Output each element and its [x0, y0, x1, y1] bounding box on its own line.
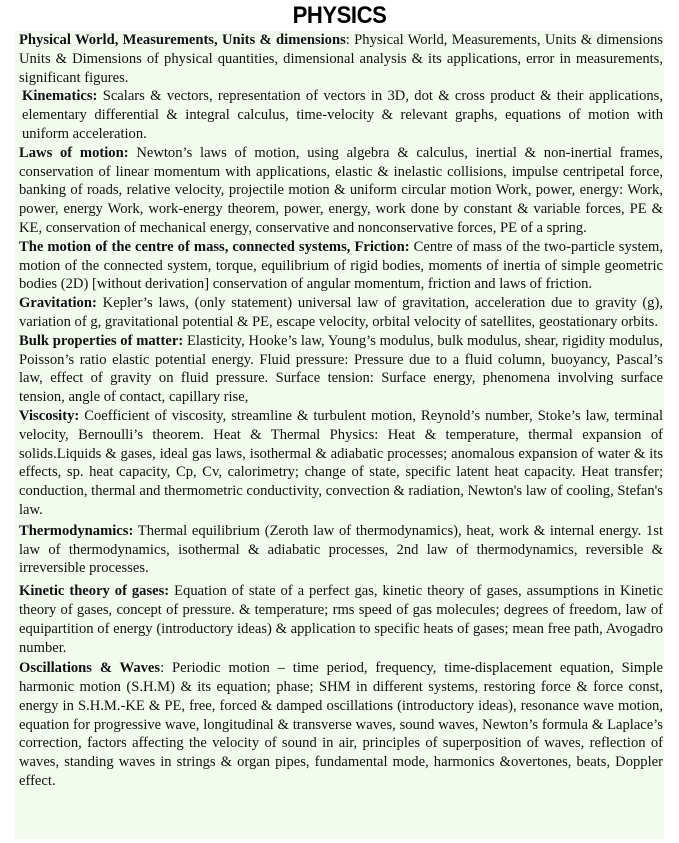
section-heading: Kinetic theory of gases: — [19, 583, 170, 600]
section-text: : Periodic motion – time period, frequency, time-displacement equation, Simple harmonic motion (S.H.M) & its equation; phase; SHM in different systems, restoring force & force const, energy in S.H.M.-KE & PE, free, forced & damped oscillations (introductory ideas), resonance wave motion, equation for progressive wave, longitudinal & transverse waves, sound waves, Newton’s formula & Laplace’s correction, factors affecting the velocity of sound in air, principles of superposition of waves, reflection of waves, standing waves in strings & organ pipes, fundamental mode, harmonics &overtones, beats, Doppler effect. — [19, 660, 663, 790]
section-bulk-properties — [19, 332, 663, 407]
section-heading: Laws of motion: — [19, 144, 129, 161]
section-text: Thermal equilibrium (Zeroth law of thermodynamics), heat, work & internal energy. 1st law of thermodynamics, isothermal & adiabatic processes, 2nd law of thermodynamics, reversible & irreversible processes. — [19, 522, 663, 577]
section-text: Newton’s laws of motion, using algebra & calculus, inertial & non-inertial frames, conservation of linear momentum with applications, elastic & inelastic collisions, impulse centripetal force, banking of roads, relative velocity, projectile motion & uniform circular motion Work, power, energy: Work, power, energy Work, work-energy theorem, power, energy, work done by constant & variable forces, PE & KE, conservation of mechanical energy, conservative and nonconservative forces, PE of a spring. — [19, 144, 663, 236]
page-title: PHYSICS — [292, 2, 387, 29]
section-heading: Thermodynamics: — [19, 522, 134, 539]
section-physical-world — [19, 31, 663, 87]
section-text: Equation of state of a perfect gas, kinetic theory of gases, assumptions in Kinetic theory of gases, concept of pressure. & temperature; rms speed of gas molecules; degrees of freedom, law of equipartition of energy (introductory ideas) & application to specific heats of gases; mean free path, Avogadro number. — [19, 583, 663, 656]
section-oscillations-waves — [19, 659, 663, 791]
section-heading: Gravitation: — [19, 295, 97, 312]
section-laws-of-motion — [19, 144, 663, 238]
section-text: Kepler’s laws, (only statement) universal law of gravitation, acceleration due to gravity (g), variation of g, gravitational potential & PE, escape velocity, orbital velocity of satellites, geostationary orbits. — [19, 295, 663, 330]
section-heading: Bulk properties of matter: — [19, 332, 184, 349]
section-heading: Kinematics: — [22, 88, 98, 105]
section-heading: Physical World, Measurements, Units & dimensions — [19, 32, 346, 48]
section-heading: Viscosity: — [19, 407, 80, 424]
section-viscosity — [19, 407, 663, 520]
section-text: Elasticity, Hooke’s law, Young’s modulus, bulk modulus, shear, rigidity modulus, Poisson’s ratio elastic potential energy. Fluid pressure: Pressure due to a fluid column, buoyancy, Pascal’s law, effect of gravity on fluid pressure. Surface tension: Surface energy, phenomena involving surface tension, angle of contact, capillary rise, — [19, 332, 663, 406]
section-thermodynamics — [19, 522, 663, 578]
section-centre-of-mass — [19, 238, 663, 294]
section-heading: The motion of the centre of mass, connected systems, Friction: — [19, 238, 410, 255]
syllabus-content — [19, 31, 663, 791]
section-text: Scalars & vectors, representation of vectors in 3D, dot & cross product & their applications, elementary differential & integral calculus, time-velocity & relevant graphs, equations of motion with uniform acceleration. — [22, 88, 663, 142]
section-heading: Oscillations & Waves — [19, 660, 161, 677]
section-text: : Physical World, Measurements, Units & dimensions Units & Dimensions of physical quantities, dimensional analysis & its applications, error in measurements, significant figures. — [19, 32, 663, 86]
section-gravitation — [19, 294, 663, 332]
section-text: Centre of mass of the two-particle system, motion of the connected system, torque, equilibrium of rigid bodies, moments of inertia of simple geometric bodies (2D) [without derivation] conservation of angular momentum, friction and laws of friction. — [19, 238, 663, 293]
section-text: Coefficient of viscosity, streamline & turbulent motion, Reynold’s number, Stoke’s law, terminal velocity, Bernoulli’s theorem. Heat & Thermal Physics: Heat & temperature, thermal expansion of solids.Liquids & gases, ideal gas laws, isothermal & adiabatic processes; anomalous expansion of water & its effects, sp. heat capacity, Cp, Cv, calorimetry; change of state, specific latent heat capacity. Heat transfer; conduction, thermal and thermometric conductivity, convection & radiation, Newton's law of cooling, Stefan's law. — [19, 407, 663, 518]
section-kinetic-theory — [19, 582, 663, 657]
section-kinematics — [19, 87, 663, 143]
